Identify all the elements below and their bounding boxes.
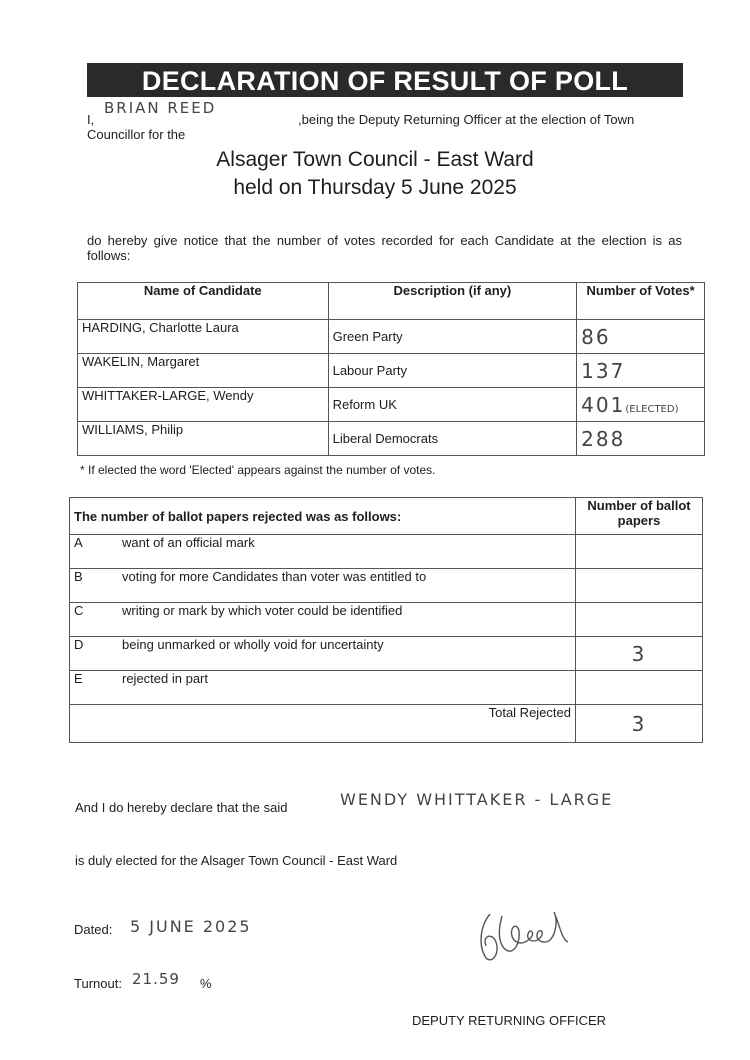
turnout-label: Turnout: bbox=[74, 976, 122, 991]
declaration-text: And I do hereby declare that the said bbox=[75, 800, 288, 815]
officer-name: BRIAN REED bbox=[104, 99, 217, 117]
table-row bbox=[70, 671, 703, 705]
rejected-count-header: Number of ballot papers bbox=[576, 498, 703, 535]
table-row bbox=[78, 388, 705, 422]
candidate-name: WILLIAMS, Philip bbox=[78, 422, 329, 456]
rejected-code: D bbox=[70, 637, 119, 671]
rejected-count bbox=[576, 535, 703, 569]
table-row bbox=[70, 637, 703, 671]
signature-icon bbox=[472, 906, 602, 966]
document-title: DECLARATION OF RESULT OF POLL bbox=[87, 63, 683, 97]
rejected-count bbox=[576, 569, 703, 603]
rejected-header: The number of ballot papers rejected was as follows: bbox=[70, 498, 576, 535]
rejected-reason: being unmarked or wholly void for uncertainty bbox=[118, 637, 576, 671]
table-row bbox=[70, 569, 703, 603]
total-rejected-value: 3 bbox=[576, 705, 703, 743]
rejected-code: E bbox=[70, 671, 119, 705]
dated-label: Dated: bbox=[74, 922, 113, 937]
candidates-footnote: * If elected the word 'Elected' appears against the number of votes. bbox=[80, 463, 436, 477]
rejected-code: C bbox=[70, 603, 119, 637]
election-name: Alsager Town Council - East Ward bbox=[216, 148, 534, 171]
rejected-reason: rejected in part bbox=[118, 671, 576, 705]
candidates-table bbox=[77, 282, 705, 456]
turnout-unit: % bbox=[200, 976, 212, 991]
votes-value: 86 bbox=[581, 324, 611, 349]
declaration-text-2: is duly elected for the Alsager Town Council - East Ward bbox=[75, 853, 398, 868]
officer-role-text: ,being the Deputy Returning Officer at the election of Town bbox=[298, 112, 635, 127]
candidate-votes bbox=[577, 354, 705, 388]
candidate-votes bbox=[577, 320, 705, 354]
table-row bbox=[78, 320, 705, 354]
dated-value: 5 JUNE 2025 bbox=[130, 917, 252, 936]
candidate-description: Reform UK bbox=[328, 388, 577, 422]
table-row bbox=[78, 422, 705, 456]
header-description: Description (if any) bbox=[328, 283, 577, 320]
header-candidate-name: Name of Candidate bbox=[78, 283, 329, 320]
candidate-name: HARDING, Charlotte Laura bbox=[78, 320, 329, 354]
officer-role-text-2: Councillor for the bbox=[87, 127, 186, 142]
elected-mark: (ELECTED) bbox=[625, 403, 679, 415]
table-row bbox=[78, 354, 705, 388]
rejected-count bbox=[576, 603, 703, 637]
candidate-votes bbox=[577, 422, 705, 456]
votes-value: 288 bbox=[581, 426, 626, 451]
rejected-reason: want of an official mark bbox=[118, 535, 576, 569]
candidate-description: Green Party bbox=[328, 320, 577, 354]
turnout-value: 21.59 bbox=[132, 970, 180, 988]
candidate-votes bbox=[577, 388, 705, 422]
rejected-code: B bbox=[70, 569, 119, 603]
rejected-reason: writing or mark by which voter could be identified bbox=[118, 603, 576, 637]
votes-value: 137 bbox=[581, 358, 626, 383]
elected-candidate-name: WENDY WHITTAKER - LARGE bbox=[340, 790, 614, 809]
header-votes: Number of Votes* bbox=[577, 283, 705, 320]
rejected-count bbox=[576, 671, 703, 705]
candidate-name: WHITTAKER-LARGE, Wendy bbox=[78, 388, 329, 422]
signature-role: DEPUTY RETURNING OFFICER bbox=[412, 1013, 607, 1028]
table-row bbox=[70, 705, 703, 743]
notice-text: do hereby give notice that the number of votes recorded for each Candidate at the election is as follows: bbox=[87, 233, 682, 263]
votes-value: 401 bbox=[581, 392, 626, 417]
officer-prefix: I, bbox=[87, 112, 95, 127]
total-rejected-label: Total Rejected bbox=[70, 705, 576, 743]
rejected-table bbox=[69, 497, 703, 743]
candidate-description: Labour Party bbox=[328, 354, 577, 388]
table-row bbox=[70, 535, 703, 569]
election-date: held on Thursday 5 June 2025 bbox=[233, 176, 517, 199]
table-row bbox=[70, 603, 703, 637]
rejected-code: A bbox=[70, 535, 119, 569]
candidate-name: WAKELIN, Margaret bbox=[78, 354, 329, 388]
rejected-reason: voting for more Candidates than voter was entitled to bbox=[118, 569, 576, 603]
candidate-description: Liberal Democrats bbox=[328, 422, 577, 456]
rejected-count: 3 bbox=[576, 637, 703, 671]
